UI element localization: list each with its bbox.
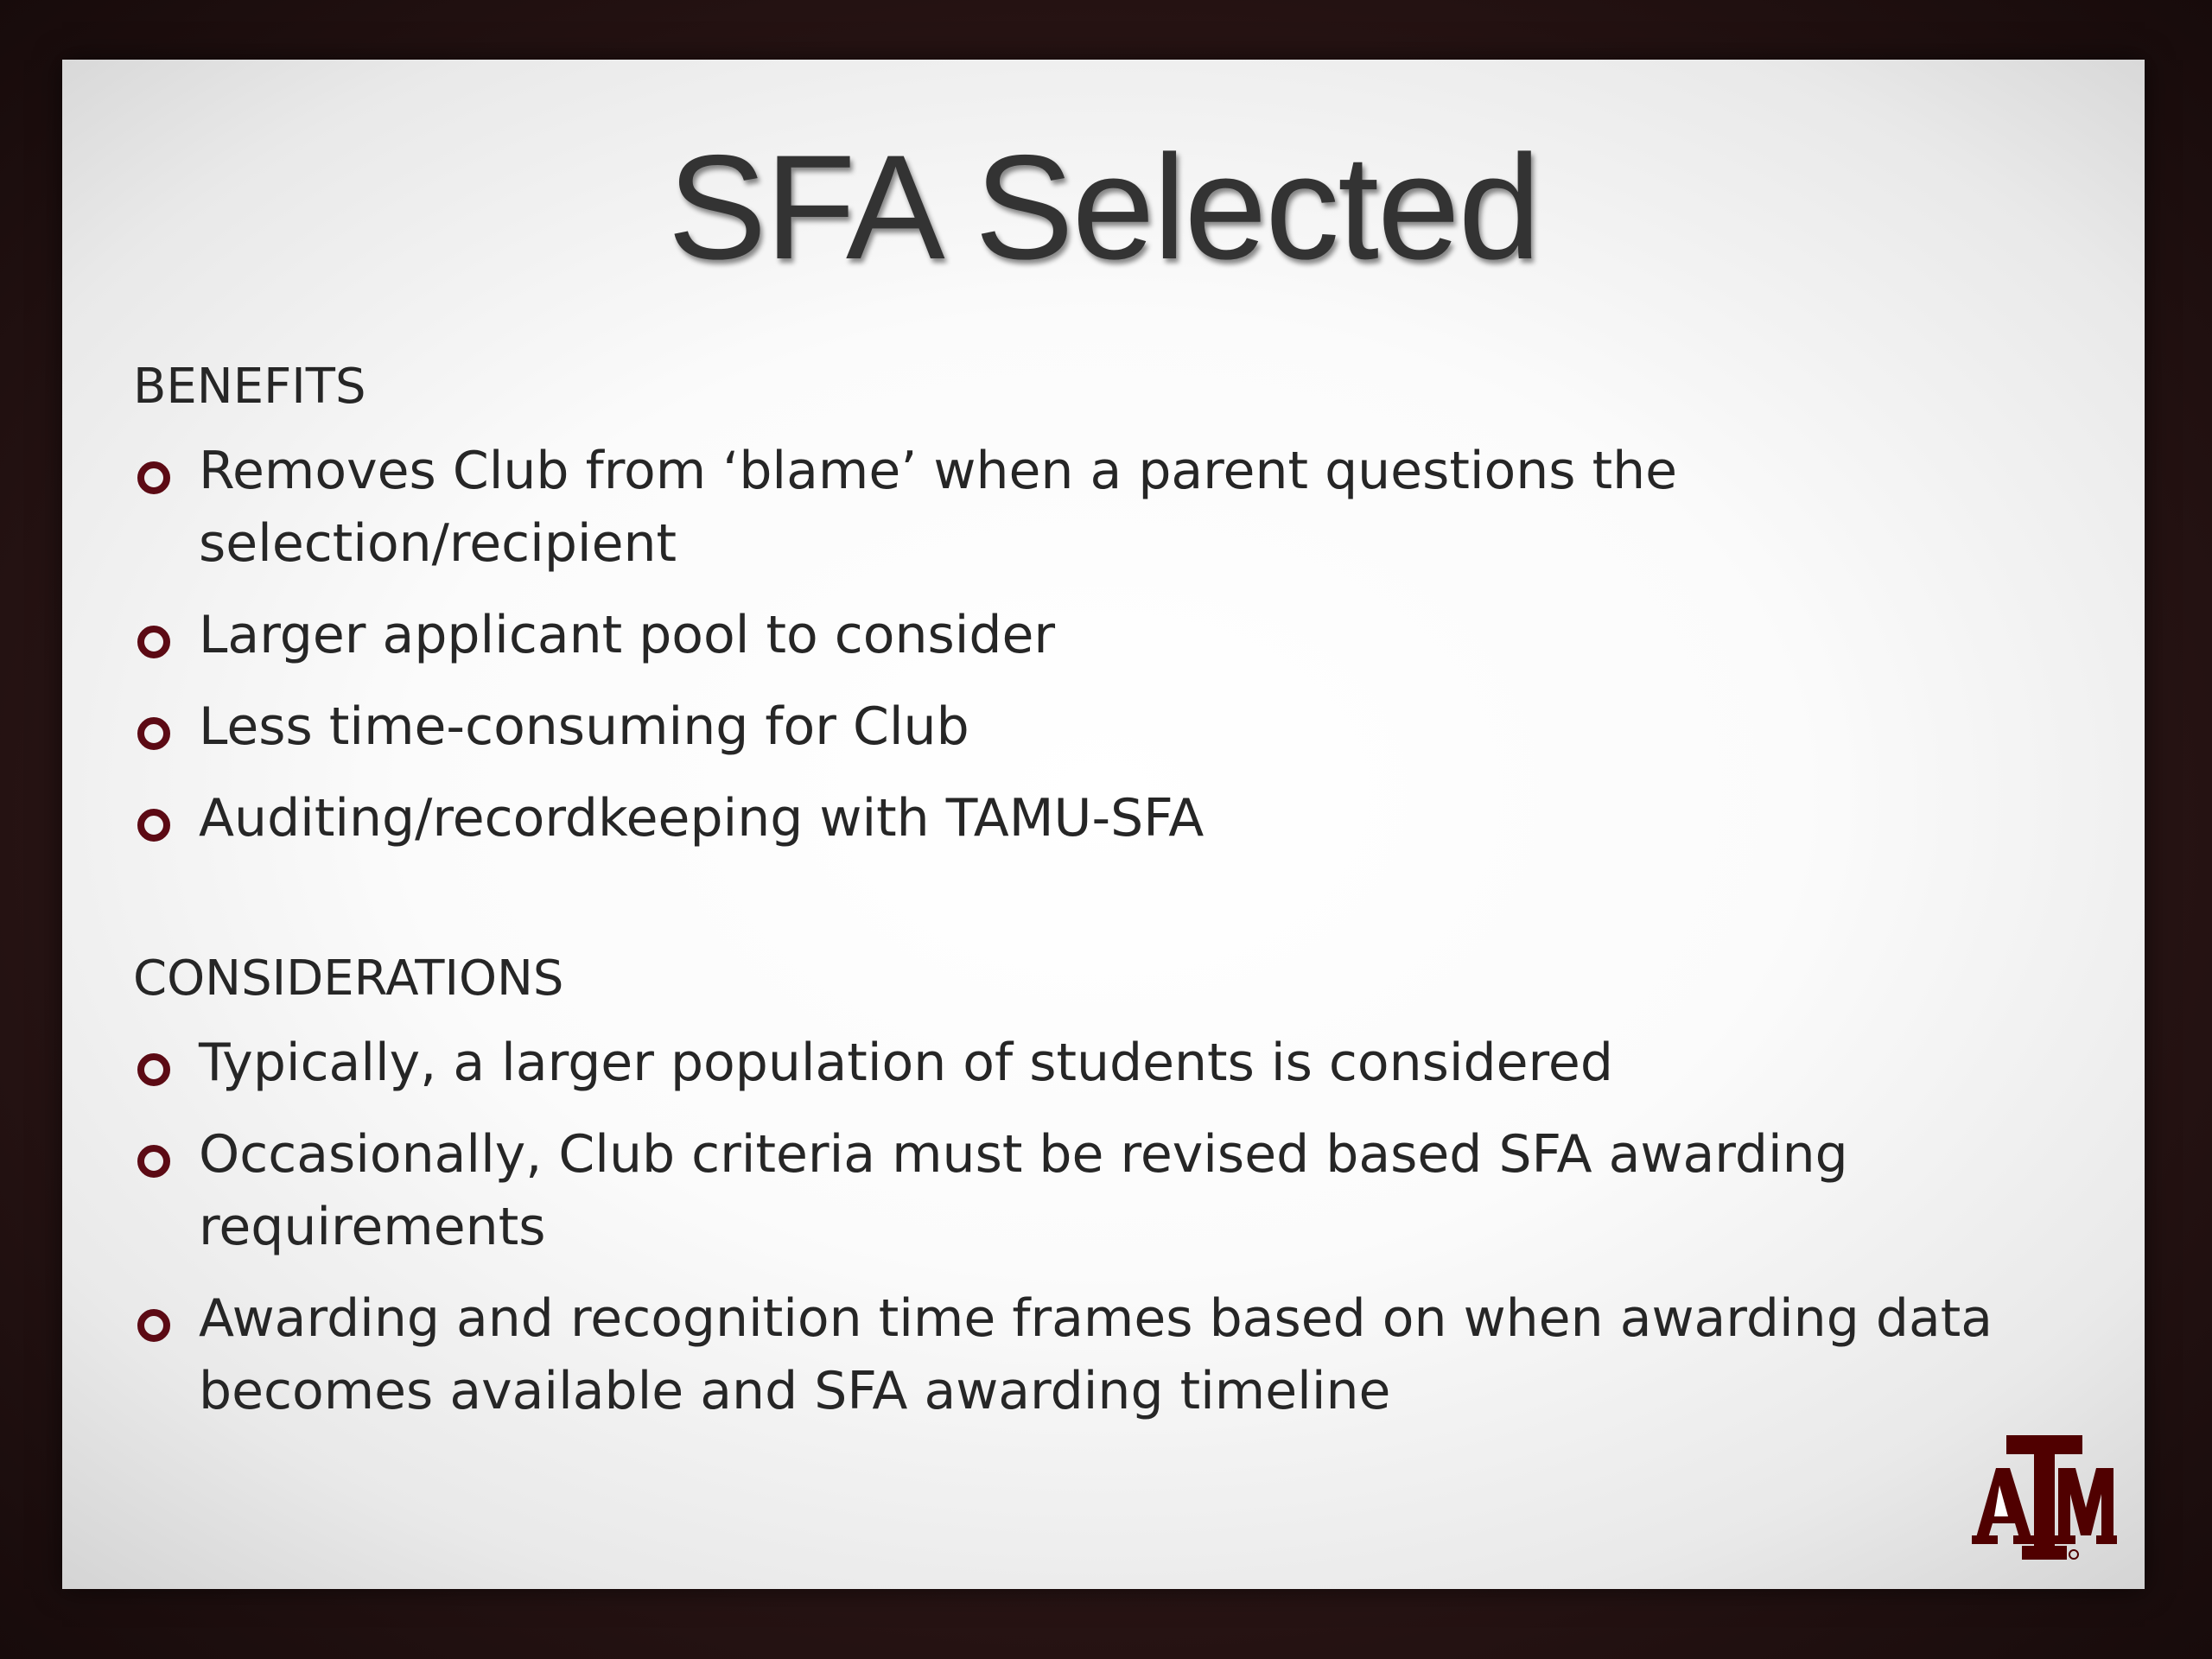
list-item-text: Larger applicant pool to consider	[199, 605, 1056, 666]
list-item-text: Less time-consuming for Club	[199, 696, 969, 758]
list-item	[133, 599, 1999, 671]
circle-bullet-icon	[137, 1053, 170, 1086]
list-item-text: Awarding and recognition time frames based on when awarding data becomes available and SFA awarding timeline	[199, 1288, 1993, 1422]
list-item-text: Typically, a larger population of students is considered	[199, 1033, 1613, 1094]
slide-title: SFA Selected	[667, 124, 1540, 290]
list-item-text: Removes Club from ‘blame’ when a parent questions the selection/recipient	[199, 441, 1678, 575]
atm-logo-icon	[1972, 1433, 2117, 1563]
slide-content	[133, 358, 1999, 1446]
considerations-list	[133, 1027, 1999, 1427]
list-item	[133, 1282, 1999, 1427]
circle-bullet-icon	[137, 1145, 170, 1178]
list-item	[133, 435, 1999, 580]
circle-bullet-icon	[137, 1309, 170, 1342]
circle-bullet-icon	[137, 809, 170, 842]
list-item	[133, 690, 1999, 763]
circle-bullet-icon	[137, 626, 170, 658]
list-item	[133, 782, 1999, 855]
list-item	[133, 1027, 1999, 1099]
slide	[62, 60, 2145, 1589]
list-item-text: Auditing/recordkeeping with TAMU-SFA	[199, 788, 1205, 849]
benefits-heading: BENEFITS	[133, 359, 366, 415]
circle-bullet-icon	[137, 717, 170, 750]
considerations-heading: CONSIDERATIONS	[133, 950, 564, 1007]
benefits-list	[133, 435, 1999, 855]
list-item	[133, 1118, 1999, 1263]
circle-bullet-icon	[137, 461, 170, 494]
list-item-text: Occasionally, Club criteria must be revised based SFA awarding requirements	[199, 1124, 1848, 1258]
